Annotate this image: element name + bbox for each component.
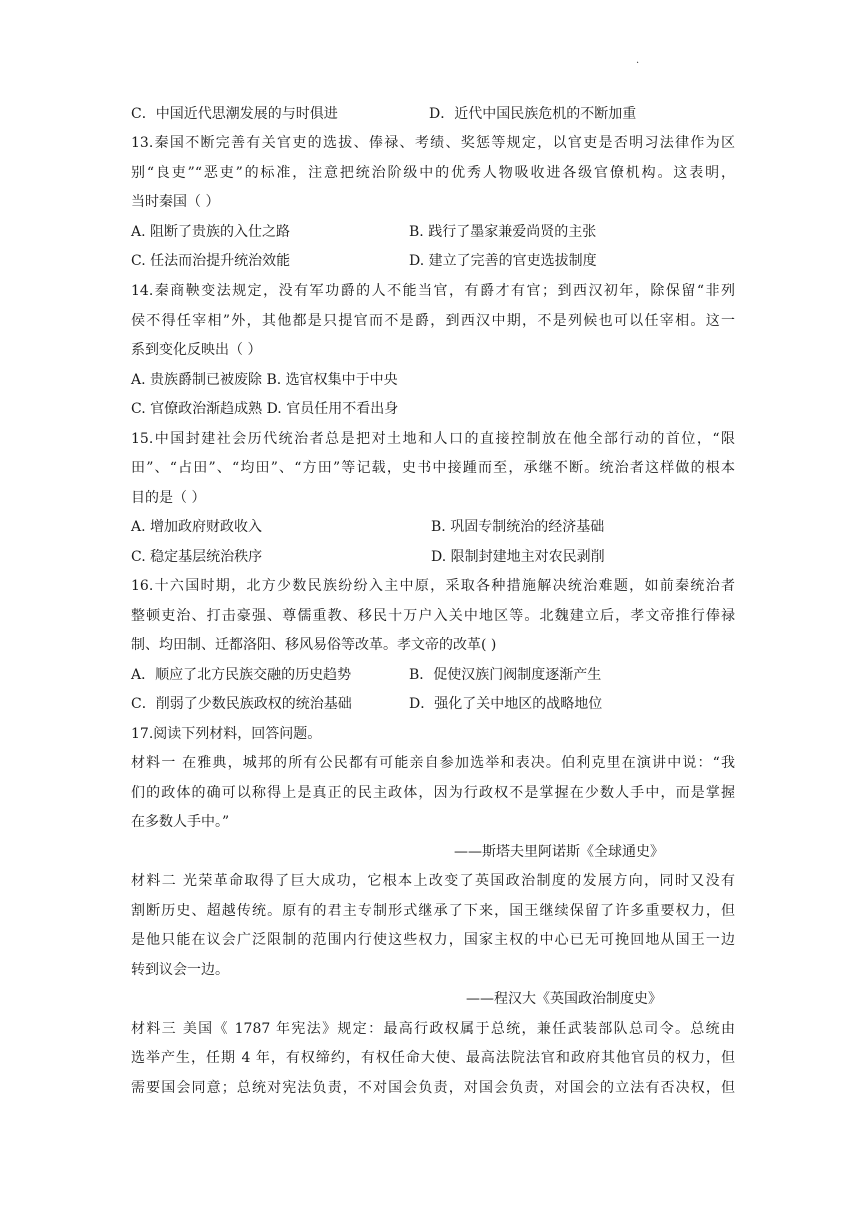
q13-option-a: A. 阻断了贵族的入仕之路 <box>131 224 291 240</box>
header-mark: · <box>636 58 640 69</box>
q17-material-1-source: ——斯塔夫里阿诺斯《全球通史》 <box>454 844 664 860</box>
q17-material-1-line-1: 材料一 在雅典，城邦的所有公民都有可能亲自参加选举和表决。伯利克里在演讲中说：“我 <box>131 755 735 771</box>
q13-stem-line-1: 13.秦国不断完善有关官吏的选拔、俸禄、考绩、奖惩等规定，以官吏是否明习法律作为区 <box>131 135 735 151</box>
q16-option-a: A．顺应了北方民族交融的历史趋势 <box>131 667 352 683</box>
q15-option-a: A. 增加政府财政收入 <box>131 519 263 535</box>
q14-stem-line-1: 14.秦商鞅变法规定，没有军功爵的人不能当官，有爵才有官；到西汉初年，除保留“非列 <box>131 283 735 299</box>
q16-stem-line-1: 16.十六国时期，北方少数民族纷纷入主中原，采取各种措施解决统治难题，如前秦统治者 <box>131 578 735 594</box>
q13-option-d: D. 建立了完善的官吏选拔制度 <box>409 253 597 269</box>
q16-option-d: D．强化了关中地区的战略地位 <box>409 696 603 712</box>
q14-options-ab: A. 贵族爵制已被废除 B. 选官权集中于中央 <box>131 372 398 388</box>
q13-option-c: C. 任法而治提升统治效能 <box>131 253 291 269</box>
q17-material-2-line-3: 是他只能在议会广泛限制的范围内行使这些权力，国家主权的中心已无可挽回地从国王一边 <box>131 932 735 948</box>
q16-option-b: B．促使汉族门阀制度逐渐产生 <box>409 667 602 683</box>
q15-option-c: C. 稳定基层统治秩序 <box>131 549 263 565</box>
q17-material-3-line-3: 需要国会同意；总统对宪法负责，不对国会负责，对国会负责，对国会的立法有否决权，但 <box>131 1080 735 1096</box>
q13-option-b: B. 践行了墨家兼爱尚贤的主张 <box>409 224 597 240</box>
q12-option-d: D．近代中国民族危机的不断加重 <box>429 106 637 122</box>
q17-material-2-source: ——程汉大《英国政治制度史》 <box>466 991 662 1007</box>
q17-material-1-line-2: 们的政体的确可以称得上是真正的民主政体，因为行政权不是掌握在少数人手中，而是掌握 <box>131 785 735 801</box>
q17-material-2-line-2: 割断历史、超越传统。原有的君主专制形式继承了下来，国王继续保留了许多重要权力，但 <box>131 903 735 919</box>
q17-material-3-line-1: 材料三 美国《 1787 年宪法》规定：最高行政权属于总统，兼任武装部队总司令。总统由 <box>131 1021 735 1037</box>
q15-option-b: B. 巩固专制统治的经济基础 <box>431 519 605 535</box>
q14-options-cd: C. 官僚政治渐趋成熟 D. 官员任用不看出身 <box>131 401 399 417</box>
q17-material-2-line-1: 材料二 光荣革命取得了巨大成功，它根本上改变了英国政治制度的发展方向，同时又没有 <box>131 873 735 889</box>
q14-stem-line-2: 侯不得任宰相”外，其他都是只提官而不是爵，到西汉中期，不是列候也可以任宰相。这一 <box>131 313 735 329</box>
q15-stem-line-3: 目的是（ ） <box>131 490 206 506</box>
q16-stem-line-2: 整顿吏治、打击豪强、尊儒重教、移民十万户入关中地区等。北魏建立后，孝文帝推行俸禄 <box>131 608 735 624</box>
q15-stem-line-2: 田”、“占田”、“均田”、“方田”等记载，史书中接踵而至，承继不断。统治者这样做的根本 <box>131 460 735 476</box>
q16-option-c: C．削弱了少数民族政权的统治基础 <box>131 696 352 712</box>
q15-option-d: D. 限制封建地主对农民剥削 <box>431 549 605 565</box>
q17-stem: 17.阅读下列材料，回答问题。 <box>131 726 322 742</box>
q17-material-3-line-2: 选举产生，任期 4 年，有权缔约，有权任命大使、最高法院法官和政府其他官员的权力，但 <box>131 1050 735 1066</box>
q12-option-c: C．中国近代思潮发展的与时俱进 <box>131 106 338 122</box>
q13-stem-line-3: 当时秦国（ ） <box>131 194 220 210</box>
q17-material-2-line-4: 转到议会一边。 <box>131 962 229 978</box>
q16-stem-line-3: 制、均田制、迁都洛阳、移风易俗等改革。孝文帝的改革( ) <box>131 637 497 653</box>
q15-stem-line-1: 15.中国封建社会历代统治者总是把对土地和人口的直接控制放在他全部行动的首位，“限 <box>131 431 735 447</box>
q13-stem-line-2: 别“良吏”“恶吏”的标准，注意把统治阶级中的优秀人物吸收进各级官僚机构。这表明， <box>131 165 735 181</box>
q17-material-1-line-3: 在多数人手中。” <box>131 814 230 830</box>
q14-stem-line-3: 系到变化反映出（ ） <box>131 342 262 358</box>
